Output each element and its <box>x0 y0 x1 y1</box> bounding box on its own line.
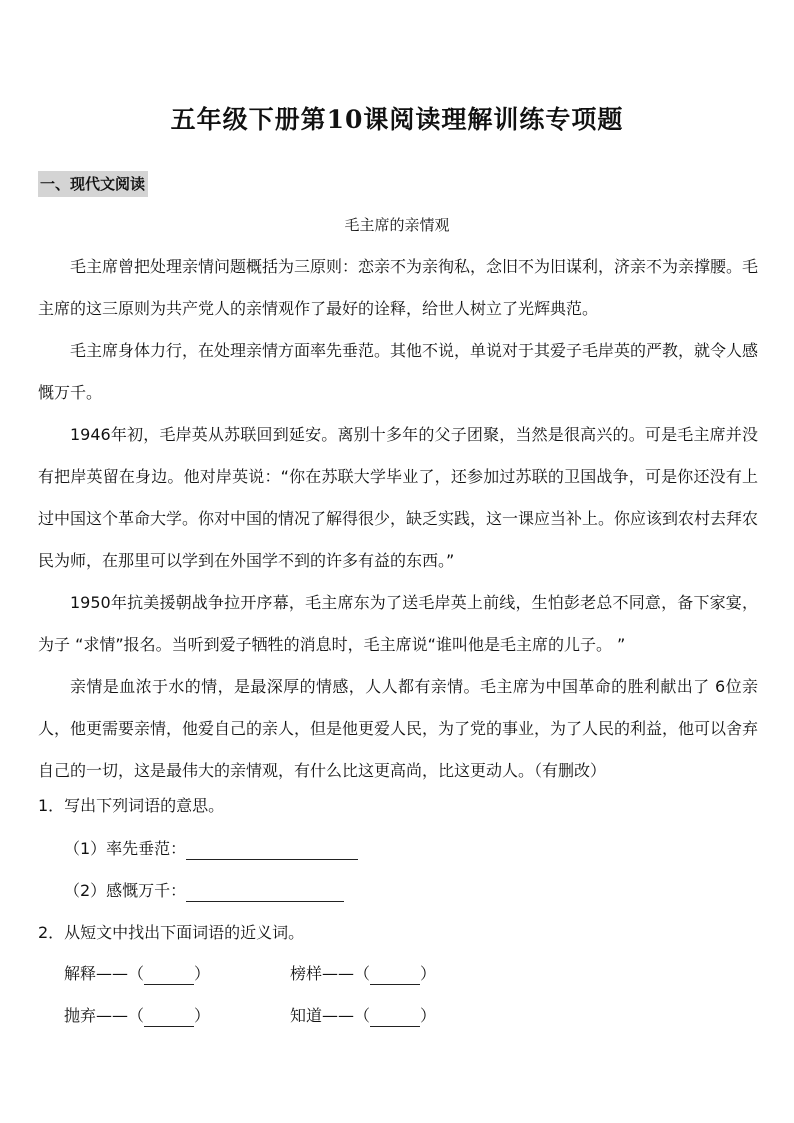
question-2-item-4 <box>290 1005 436 1027</box>
question-2-prompt: 2．从短文中找出下面词语的近义词。 <box>38 923 305 942</box>
article-paragraph-1: 毛主席曾把处理亲情问题概括为三原则：恋亲不为亲徇私，念旧不为旧谋利，济亲不为亲撑腰。毛主席的这三原则为共产党人的亲情观作了最好的诠释，给世人树立了光辉典范。 <box>38 257 759 318</box>
synonym-blank-3[interactable] <box>144 1026 194 1027</box>
synonym-blank-4[interactable] <box>370 1026 420 1027</box>
close-paren: ） <box>420 964 437 983</box>
answer-blank-2[interactable] <box>186 901 344 902</box>
question-1-item-2 <box>64 880 344 902</box>
close-paren: ） <box>420 1006 437 1025</box>
synonym-blank-2[interactable] <box>370 984 420 985</box>
synonym-blank-1[interactable] <box>144 984 194 985</box>
article-title: 毛主席的亲情观 <box>344 216 450 234</box>
question-1-item-1 <box>64 838 358 860</box>
question-2-item-3-label: 抛弃——（ <box>64 1006 145 1025</box>
question-2-item-4-label: 知道——（ <box>290 1006 371 1025</box>
question-2-item-2-label: 榜样——（ <box>290 964 371 983</box>
section-heading: 一、现代文阅读 <box>38 171 148 197</box>
question-2-item-1-label: 解释——（ <box>64 964 145 983</box>
question-2-item-2 <box>290 963 436 985</box>
answer-blank-1[interactable] <box>186 859 358 860</box>
question-2-item-3 <box>64 1005 210 1027</box>
article-paragraph-3: 1946年初，毛岸英从苏联回到延安。离别十多年的父子团聚，当然是很高兴的。可是毛主席并没有把岸英留在身边。他对岸英说：“你在苏联大学毕业了，还参加过苏联的卫国战争，可是你还没有上过中国这个革命大学。你对中国的情况了解得很少，缺乏实践，这一课应当补上。你应该到农村去拜农民为师，在那里可以学到在外国学不到的许多有益的东西。” <box>38 425 759 570</box>
article-paragraph-5: 亲情是血浓于水的情，是最深厚的情感，人人都有亲情。毛主席为中国革命的胜利献出了 6位亲人，他更需要亲情，他爱自己的亲人，但是他更爱人民，为了党的事业，为了人民的利益，他可以舍弃自己的一切，这是最伟大的亲情观，有什么比这更高尚，比这更动人。（有删改） <box>38 677 759 780</box>
question-1-item-2-label: （2）感慨万千： <box>64 881 187 900</box>
question-1-item-1-label: （1）率先垂范： <box>64 839 187 858</box>
article-paragraph-4: 1950年抗美援朝战争拉开序幕，毛主席东为了送毛岸英上前线，生怕彭老总不同意，备下家宴，为子 “求情”报名。当听到爱子牺牲的消息时，毛主席说“谁叫他是毛主席的儿子。 ” <box>38 593 758 654</box>
page-title: 五年级下册第10课阅读理解训练专项题 <box>170 105 624 134</box>
close-paren: ） <box>194 964 211 983</box>
question-1-prompt: 1．写出下列词语的意思。 <box>38 796 225 815</box>
question-2-item-1 <box>64 963 210 985</box>
close-paren: ） <box>194 1006 211 1025</box>
article-paragraph-2: 毛主席身体力行，在处理亲情方面率先垂范。其他不说，单说对于其爱子毛岸英的严教，就令人感慨万千。 <box>38 341 759 402</box>
